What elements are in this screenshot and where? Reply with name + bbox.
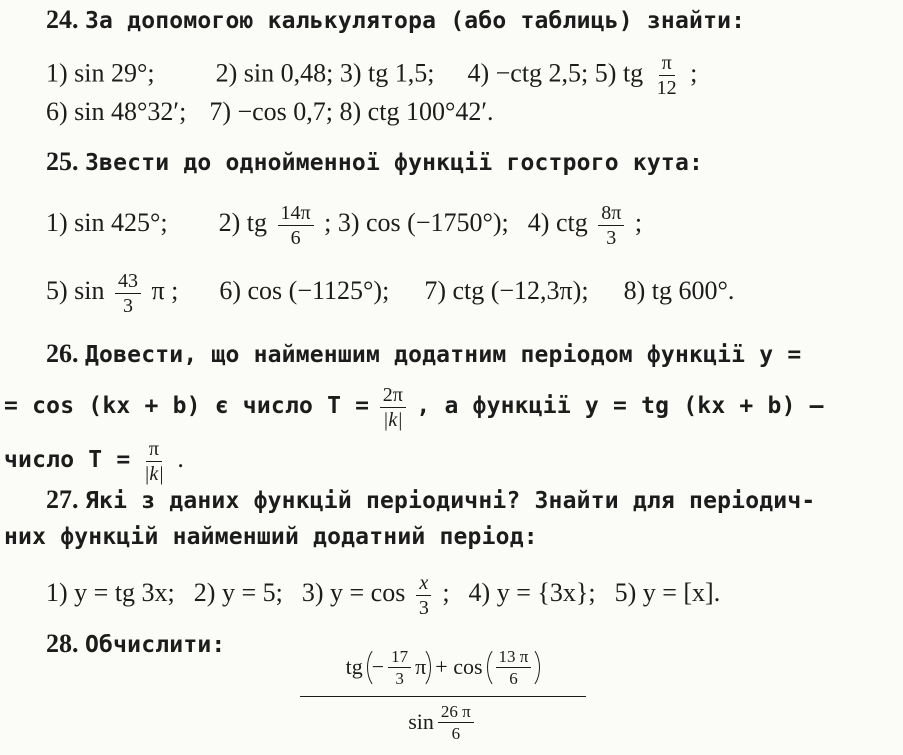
problem-text: них функцій найменший додатний період: <box>4 524 538 550</box>
numerator: 2π <box>380 384 406 408</box>
denominator: 12 <box>656 77 677 99</box>
numerator: π <box>146 438 162 462</box>
numerator: 26 π <box>438 702 474 723</box>
fraction <box>496 647 532 688</box>
item-5-label: 5) sin <box>46 276 105 305</box>
punctuation: ; <box>634 208 643 237</box>
problem-24-heading <box>46 4 903 37</box>
problem-25-heading <box>46 146 903 179</box>
problem-25-row-1 <box>46 198 903 249</box>
item-3: 3) tg 1,5; <box>339 58 435 88</box>
fraction <box>598 202 624 249</box>
item-4: 4) −ctg 2,5; <box>467 58 589 88</box>
fraction <box>141 438 167 485</box>
problem-number: 25. <box>46 147 79 176</box>
item-4: 4) y = {3x}; <box>468 578 596 607</box>
item-6: 6) sin 48°32′; <box>46 97 187 126</box>
fraction <box>438 702 474 743</box>
numerator: 8π <box>598 202 624 226</box>
denominator: 6 <box>451 723 461 743</box>
problem-25-row-2 <box>46 266 903 317</box>
item-5-tail: π ; <box>151 276 179 305</box>
item-5-label: 5) tg <box>594 58 644 88</box>
problem-number: 27. <box>46 485 79 514</box>
fraction <box>388 647 411 688</box>
problem-text: = cos (kx + b) є число T = <box>4 393 370 419</box>
punctuation: . <box>177 444 184 473</box>
fraction <box>416 572 432 619</box>
problem-26-line-3 <box>4 436 903 485</box>
problem-27-row <box>46 570 903 619</box>
numerator: 17 <box>388 647 411 668</box>
parenthesis-group <box>367 646 432 689</box>
problem-number: 26. <box>46 339 79 368</box>
item-1: 1) sin 425°; <box>46 208 168 237</box>
denominator: 6 <box>509 668 518 688</box>
denominator: |k| <box>143 462 164 485</box>
fraction <box>278 202 314 249</box>
punctuation: ; <box>324 208 332 237</box>
problem-28-expression <box>300 638 586 747</box>
numerator: 43 <box>115 270 141 294</box>
punctuation: ; <box>690 58 698 88</box>
numerator: x <box>416 572 431 596</box>
punctuation: ; <box>442 578 450 607</box>
problem-text: Які з даних функцій періодичні? Знайти для періодич- <box>85 488 816 514</box>
item-6: 6) cos (−1125°); <box>219 276 390 305</box>
problem-number: 28. <box>46 629 79 658</box>
denominator: 3 <box>395 668 404 688</box>
item-2: 2) sin 0,48; <box>215 58 334 88</box>
item-3-label: 3) y = cos <box>301 578 406 607</box>
denominator: 3 <box>418 596 429 619</box>
pi-symbol: π <box>415 654 427 679</box>
problem-24-row-1 <box>46 52 903 99</box>
problem-26-line-2 <box>4 382 903 431</box>
fraction <box>115 270 141 317</box>
problem-text: , а функції y = tg (kx + b) — <box>416 393 824 419</box>
item-7: 7) −cos 0,7; <box>209 97 334 126</box>
parenthesis-group <box>487 646 541 689</box>
problem-24-row-2 <box>46 96 903 128</box>
denominator: 3 <box>606 226 617 249</box>
item-7: 7) ctg (−12,3π); <box>424 276 589 305</box>
problem-text: Обчислити: <box>85 632 226 658</box>
item-2-label: 2) tg <box>218 208 268 237</box>
minus-sign: − <box>371 654 385 679</box>
plus-cos-label: + cos <box>435 654 483 679</box>
problem-text: Звести до однойменної функції гострого кута: <box>85 150 704 176</box>
problem-number: 24. <box>46 5 79 34</box>
item-4-label: 4) ctg <box>527 208 588 237</box>
expression-denominator <box>300 697 586 747</box>
problem-27-line-2 <box>4 520 903 553</box>
item-8: 8) ctg 100°42′. <box>339 97 494 126</box>
fraction <box>654 52 680 99</box>
numerator: 14π <box>278 202 314 226</box>
problem-text: За допомогою калькулятора (або таблиць) знайти: <box>85 8 746 34</box>
tg-label: tg <box>345 654 363 679</box>
sin-label: sin <box>408 709 434 734</box>
item-3: 3) cos (−1750°); <box>337 208 509 237</box>
item-8: 8) tg 600°. <box>623 276 735 305</box>
problem-26-line-1 <box>46 338 903 371</box>
item-1: 1) y = tg 3x; <box>46 578 175 607</box>
denominator: 6 <box>290 226 301 249</box>
item-1: 1) sin 29°; <box>46 58 155 88</box>
denominator: 3 <box>123 294 133 317</box>
problem-text: число T = <box>4 447 131 473</box>
denominator: |k| <box>382 408 403 431</box>
expression-numerator <box>300 638 586 696</box>
item-2: 2) y = 5; <box>193 578 283 607</box>
item-5: 5) y = [x]. <box>614 578 721 607</box>
numerator: π <box>659 52 675 76</box>
problem-text: Довести, що найменшим додатним періодом функції y = <box>85 342 802 368</box>
numerator: 13 π <box>496 647 532 668</box>
problem-27-line-1 <box>46 484 903 517</box>
fraction <box>380 384 406 431</box>
